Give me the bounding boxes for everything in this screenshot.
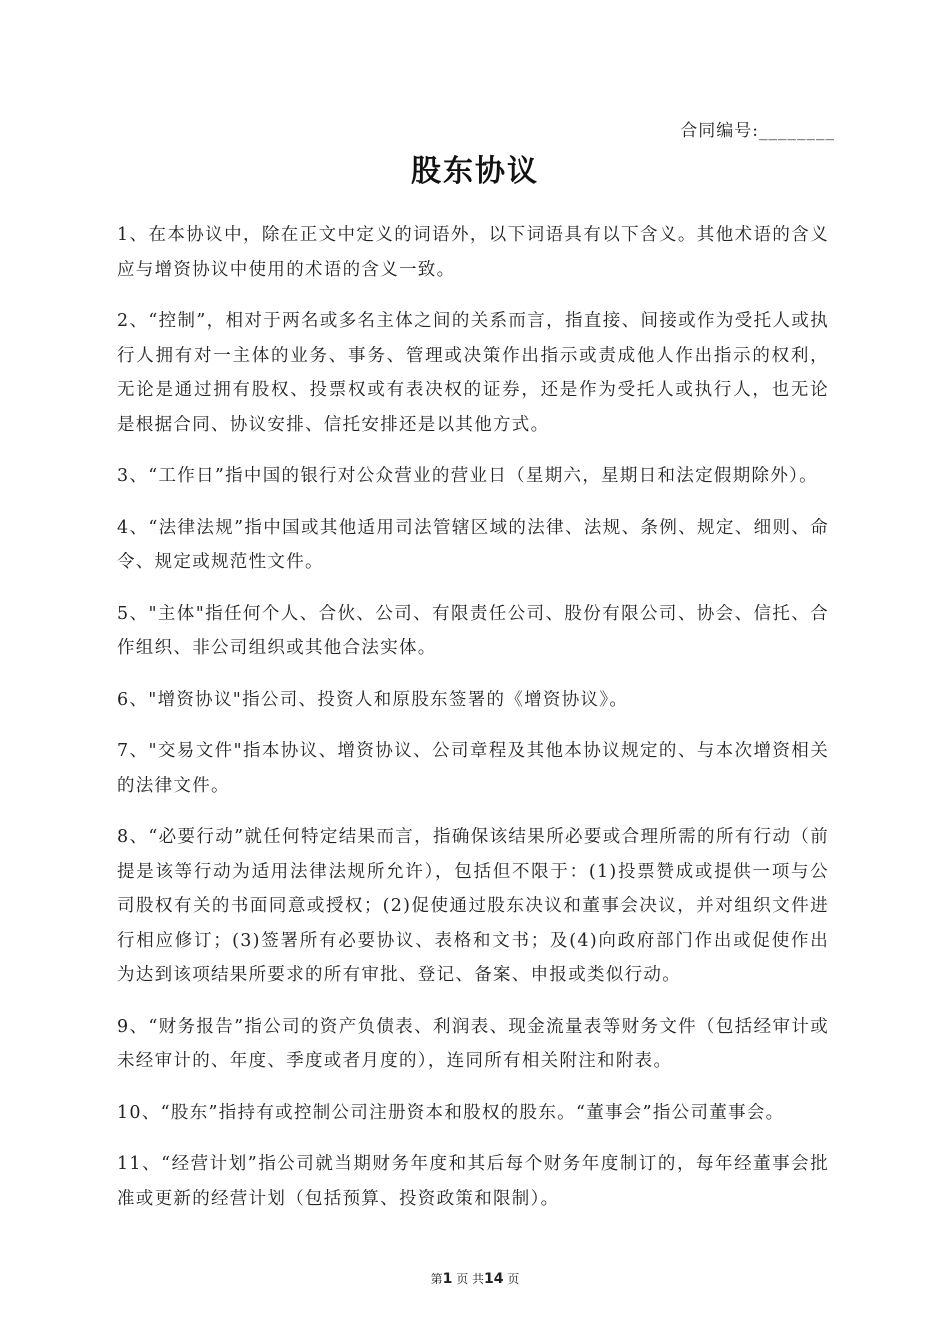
clause-7: 7、"交易文件"指本协议、增资协议、公司章程及其他本协议规定的、与本次增资相关的法律文件。 bbox=[117, 741, 829, 796]
clause-6: 6、"增资协议"指公司、投资人和原股东签署的《增资协议》。 bbox=[117, 689, 629, 710]
clause-11: 11、“经营计划”指公司就当期财务年度和其后每个财务年度制订的，每年经董事会批准或更新的经营计划（包括预算、投资政策和限制）。 bbox=[117, 1154, 829, 1209]
clause-9: 9、“财务报告”指公司的资产负债表、利润表、现金流量表等财务文件（包括经审计或未经审计的、年度、季度或者月度的），连同所有相关附注和附表。 bbox=[117, 1016, 829, 1071]
clause-8: 8、“必要行动”就任何特定结果而言，指确保该结果所必要或合理所需的所有行动（前提是该等行动为适用法律法规所允许），包括但不限于：(1)投票赞成或提供一项与公司股权有关的书面同意或授权；(2)促使通过股东决议和董事会决议，并对组织文件进行相应修订；(3)签署所有必要协议、表格和文书；及(4)向政府部门作出或促使作出为达到该项结果所要求的所有审批、登记、备案、申报或类似行动。 bbox=[117, 827, 829, 985]
clause-4: 4、“法律法规”指中国或其他适用司法管辖区域的法律、法规、条例、规定、细则、命令、规定或规范性文件。 bbox=[117, 517, 829, 572]
page-middle: 页 共 bbox=[456, 1272, 485, 1286]
page-footer bbox=[0, 1270, 950, 1287]
clause-1: 1、在本协议中，除在正文中定义的词语外，以下词语具有以下含义。其他术语的含义应与增资协议中使用的术语的含义一致。 bbox=[117, 225, 829, 280]
page-total: 14 bbox=[484, 1271, 504, 1287]
clause-10: 10、“股东”指持有或控制公司注册资本和股权的股东。“董事会”指公司董事会。 bbox=[117, 1102, 785, 1123]
document-title: 股东协议 bbox=[411, 154, 539, 189]
clause-list bbox=[117, 218, 829, 1233]
clause-5: 5、"主体"指任何个人、合伙、公司、有限责任公司、股份有限公司、协会、信托、合作组织、非公司组织或其他合法实体。 bbox=[117, 603, 829, 658]
contract-number-label: 合同编号:________ bbox=[680, 121, 835, 141]
page-prefix: 第 bbox=[430, 1272, 443, 1286]
clause-3: 3、“工作日”指中国的银行对公众营业的营业日（星期六，星期日和法定假期除外）。 bbox=[117, 466, 818, 486]
clause-2: 2、“控制”，相对于两名或多名主体之间的关系而言，指直接、间接或作为受托人或执行人拥有对一主体的业务、事务、管理或决策作出指示或责成他人作出指示的权利，无论是通过拥有股权、投票权或有表决权的证券，还是作为受托人或执行人，也无论是根据合同、协议安排、信托安排还是以其他方式。 bbox=[117, 311, 829, 435]
page-suffix: 页 bbox=[507, 1272, 520, 1286]
page-current: 1 bbox=[442, 1271, 453, 1287]
